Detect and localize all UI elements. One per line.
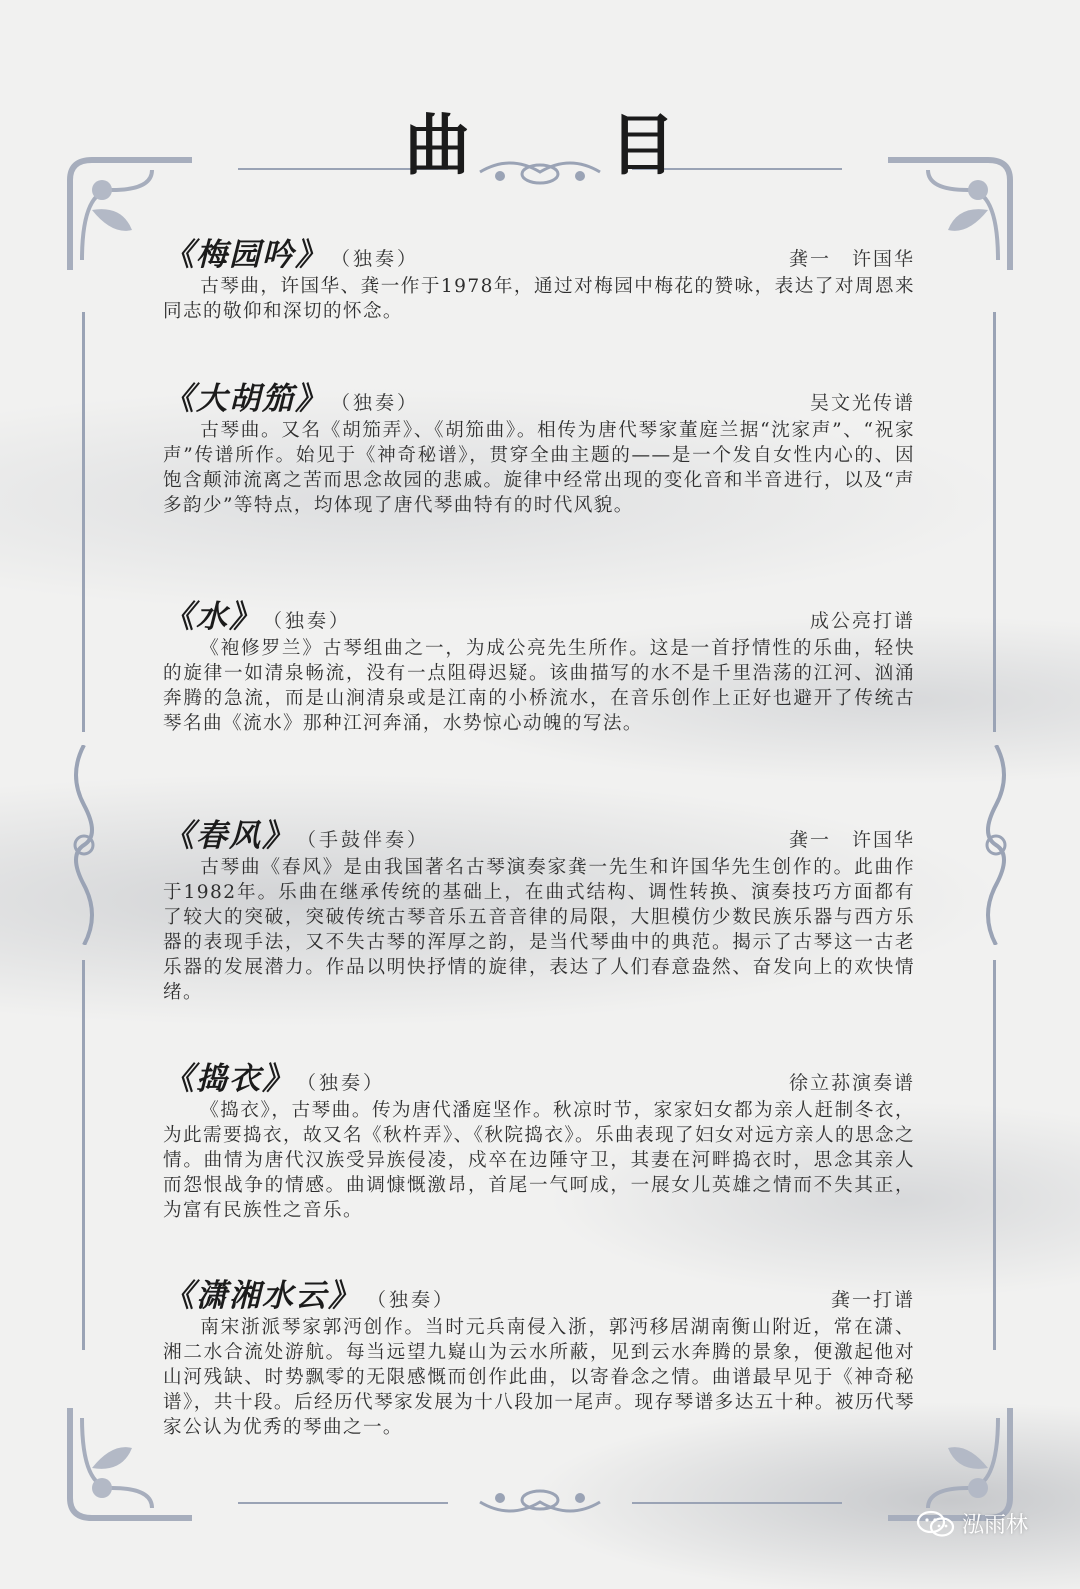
piece-description: 《捣衣》，古琴曲。传为唐代潘庭坚作。秋凉时节，家家妇女都为亲人赶制冬衣，为此需要捣衣，故又名《秋杵弄》、《秋院捣衣》。乐曲表现了妇女对远方亲人的思念之情。曲情为唐代汉族受异族侵凌，戍卒在边陲守卫，其妻在河畔捣衣时，思念其亲人而怨恨战争的情感。曲调慷慨激昂，首尾一气呵成，一展女儿英雄之情而不失其正，为富有民族性之音乐。 [163,1100,915,1221]
piece-title: 《大胡笳》 [163,381,328,417]
program-entry [163,598,915,736]
piece-title: 《水》 [163,599,262,635]
right-rule-bottom [993,960,996,1350]
piece-title: 《捣衣》 [163,1061,295,1097]
entry-header [163,817,915,855]
bottom-rule-right [632,1502,842,1504]
left-side-ornament [66,745,102,945]
performance-type: （独奏） [331,248,420,270]
program-entry [163,380,915,518]
piece-title: 《梅园吟》 [163,237,328,273]
entry-header [163,598,915,636]
bottom-rule-left [238,1502,448,1504]
piece-author: 龚一打谱 [830,1289,915,1311]
entry-header [163,380,915,418]
piece-description: 古琴曲。又名《胡笳弄》、《胡笳曲》。相传为唐代琴家董庭兰据“沈家声”、“祝家声”传谱所作。始见于《神奇秘谱》，贯穿全曲主题的——是一个发自女性内心的、因饱含颠沛流离之苦而思念故园的悲戚。旋律中经常出现的变化音和半音进行，以及“声多韵少”等特点，均体现了唐代琴曲特有的时代风貌。 [163,420,915,516]
account-watermark [916,1508,1028,1539]
performance-type: （独奏） [331,392,420,414]
performance-type: （独奏） [367,1289,456,1311]
right-side-ornament [978,745,1014,945]
piece-author: 徐立荪演奏谱 [788,1072,915,1094]
piece-description: 南宋浙派琴家郭沔创作。当时元兵南侵入浙，郭沔移居湖南衡山附近，常在潇、湘二水合流处游航。每当远望九嶷山为云水所蔽，见到云水奔腾的景象，便激起他对山河残缺、时势飘零的无限感慨而创作此曲，以寄眷念之情。曲谱最早见于《神奇秘谱》，共十段。后经历代琴家发展为十八段加一尾声。现存琴谱多达五十种。被历代琴家公认为优秀的琴曲之一。 [163,1317,915,1438]
entry-header [163,1060,915,1098]
piece-author: 龚一 许国华 [788,829,915,851]
piece-author: 成公亮打谱 [809,610,915,632]
right-rule-top [993,312,996,732]
left-rule-bottom [82,960,85,1350]
piece-title: 《潇湘水云》 [163,1278,361,1314]
left-rule-top [82,312,85,732]
bottom-center-ornament [470,1482,610,1524]
program-entry [163,236,915,324]
piece-description: 古琴曲，许国华、龚一作于1978年，通过对梅园中梅花的赞咏，表达了对周恩来同志的敬仰和深切的怀念。 [163,276,915,322]
watermark-text: 泓雨林 [961,1513,1028,1538]
program-entry [163,817,915,1005]
page-title: 曲 目 [404,106,734,184]
performance-type: （独奏） [263,610,352,632]
piece-title: 《春风》 [163,818,295,854]
performance-type: （独奏） [297,1072,386,1094]
entry-header [163,236,915,274]
performance-type: （手鼓伴奏） [297,829,430,851]
entry-header [163,1277,915,1315]
program-entry [163,1277,915,1440]
program-entry [163,1060,915,1223]
piece-description: 《袍修罗兰》古琴组曲之一，为成公亮先生所作。这是一首抒情性的乐曲，轻快的旋律一如清泉畅流，没有一点阻碍迟疑。该曲描写的水不是千里浩荡的江河、汹涌奔腾的急流，而是山涧清泉或是江南的小桥流水，在音乐创作上正好也避开了传统古琴名曲《流水》那种江河奔涌，水势惊心动魄的写法。 [163,638,915,734]
piece-author: 吴文光传谱 [809,392,915,414]
wechat-icon [916,1510,956,1538]
piece-description: 古琴曲《春风》是由我国著名古琴演奏家龚一先生和许国华先生创作的。此曲作于1982年。乐曲在继承传统的基础上，在曲式结构、调性转换、演奏技巧方面都有了较大的突破，突破传统古琴音乐五音音律的局限，大胆模仿少数民族乐器与西方乐器的表现手法，又不失古琴的浑厚之韵，是当代琴曲中的典范。揭示了古琴这一古老乐器的发展潜力。作品以明快抒情的旋律，表达了人们春意盎然、奋发向上的欢快情绪。 [163,857,915,1003]
piece-author: 龚一 许国华 [788,248,915,270]
